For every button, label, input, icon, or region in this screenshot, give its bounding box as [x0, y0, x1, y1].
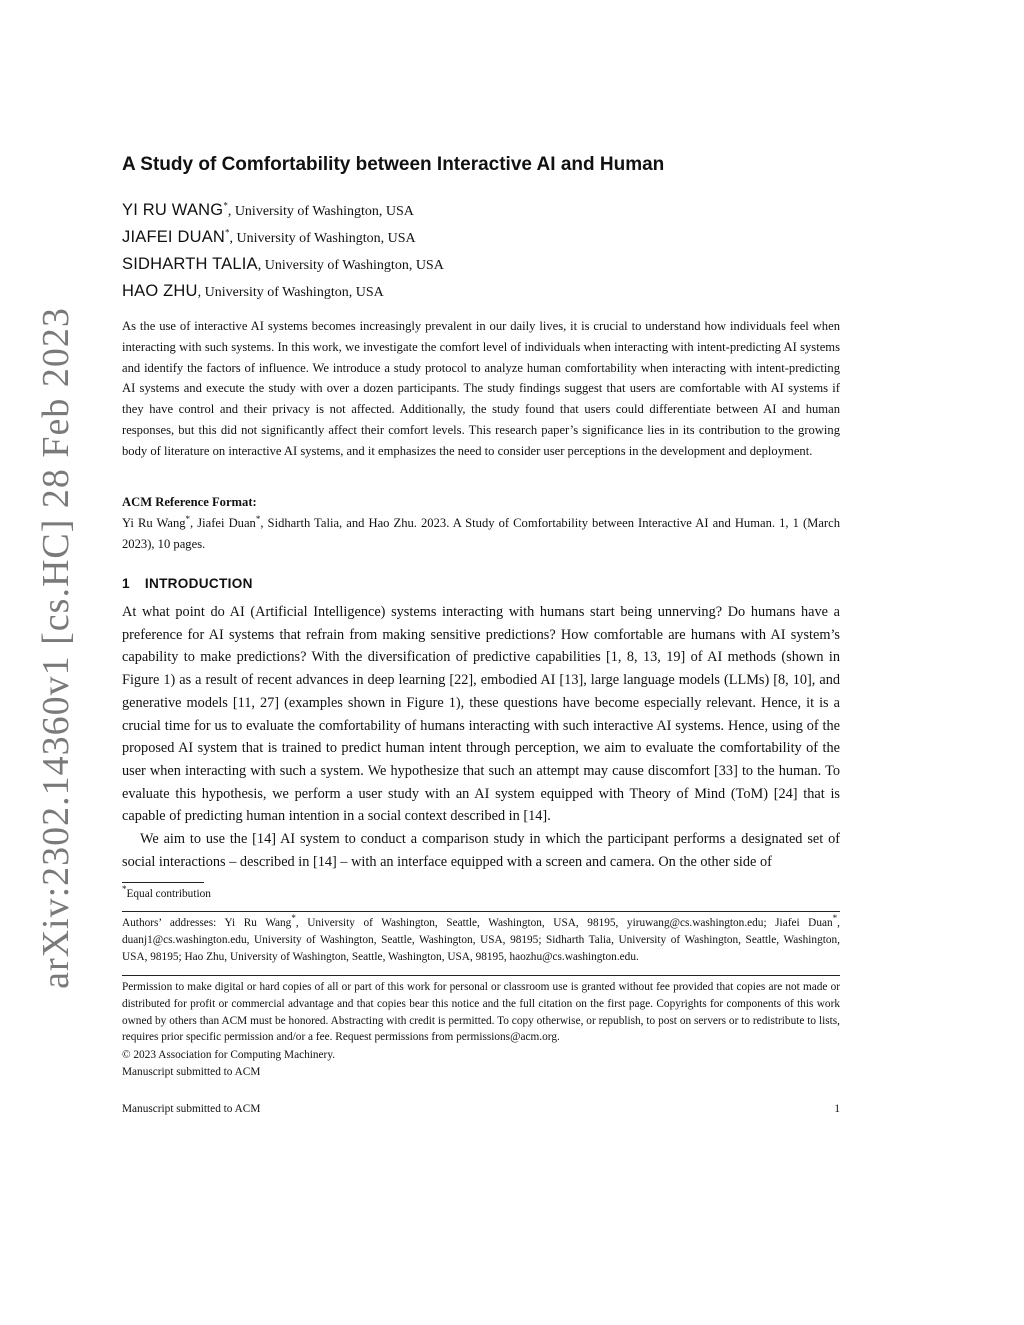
author-name: YI RU WANG — [122, 201, 224, 219]
citation-text: Yi Ru Wang — [122, 516, 186, 530]
permission-rule — [122, 975, 840, 976]
permission-notice: Permission to make digital or hard copies of all or part of this work for personal or classroom use is granted without fee provided that copies are not made or distributed for profit or commercial advantage and that copies bear this notice and the full citation on the first page. Copyrights for components of this work owned by others than ACM must be honored. Abstracting with credit is permitted. To copy otherwise, or republish, to post on servers or to redistribute to lists, requires prior specific permission and/or a fee. Request permissions from permissions@acm.org. — [122, 981, 840, 1044]
abstract: As the use of interactive AI systems becomes increasingly prevalent in our daily lives, it is crucial to understand how individuals feel when interacting with such systems. In this work, we investigate the comfort level of individuals when interacting with intent-predicting AI systems and identify the factors of influence. We introduce a study protocol to analyze human comfortability when interacting with intent-predicting AI systems and execute the study with over a dozen participants. The study findings suggest that users are comfortable with AI systems if they have control and their privacy is not affected. Additionally, the study found that users could differentiate between AI and human responses, but this did not significantly affect their comfort levels. This research paper’s significance lies in its contribution to the growing body of literature on interactive AI systems, and it emphasizes the need to consider user perceptions in the development and deployment. — [122, 319, 840, 458]
address-text: , University of Washington, Seattle, Washington, USA, 98195, yiruwang@cs.washington.edu; Jiafei Duan — [295, 917, 833, 929]
submission-note: Manuscript submitted to ACM — [122, 1066, 261, 1078]
arxiv-identifier: arXiv:2302.14360v1 [cs.HC] 28 Feb 2023 — [35, 307, 77, 989]
citation-text: , Jiafei Duan — [190, 516, 256, 530]
introduction-paragraph: We aim to use the [14] AI system to conduct a comparison study in which the participant performs a designated set of social interactions – described in [14] – with an interface equipped with a screen and camera. On the other side of — [122, 831, 840, 870]
reference-format-citation — [122, 513, 840, 554]
equal-contribution-mark: * — [225, 227, 230, 238]
footnote-rule — [122, 882, 204, 883]
page-number: 1 — [834, 1103, 840, 1115]
author-name: JIAFEI DUAN — [122, 228, 226, 246]
equal-contribution-mark: * — [832, 913, 838, 924]
section-heading-introduction — [122, 575, 253, 593]
author-name: HAO ZHU — [122, 282, 198, 300]
reference-format-heading: ACM Reference Format: — [122, 495, 257, 509]
citation-text: , Sidharth Talia, and Hao Zhu. 2023. A Study of Comfortability between Interactive AI and Human. 1, 1 (March 2023), 10 pages. — [122, 516, 841, 551]
author-entry — [122, 199, 840, 226]
author-affiliation: , University of Washington, USA — [227, 204, 414, 219]
author-addresses — [122, 915, 840, 967]
addresses-rule — [122, 911, 840, 912]
equal-contribution-mark: * — [122, 884, 127, 895]
footnote-text: Equal contribution — [126, 888, 211, 900]
author-entry — [122, 226, 840, 253]
equal-contribution-mark: * — [185, 513, 191, 524]
paper-title: A Study of Comfortability between Interactive AI and Human — [122, 154, 665, 175]
section-title: INTRODUCTION — [144, 576, 253, 591]
introduction-paragraph: At what point do AI (Artificial Intelligence) systems interacting with humans start being unnerving? Do humans have a preference for AI systems that refrain from making sensitive predictions? How comfortable are humans with AI system’s capability to make predictions? With the diversification of predictive capabilities [1, 8, 13, 19] of AI methods (shown in Figure 1) as a result of recent advances in deep learning [22], embodied AI [13], large language models (LLMs) [8, 10], and generative models [11, 27] (examples shown in Figure 1), these questions have become especially relevant. Hence, it is a crucial time for us to evaluate the comfortability of humans interacting with such interactive AI systems. Hence, using of the proposed AI system that is trained to predict human intent through perception, we aim to evaluate the comfortability of the user when interacting with such a system. We hypothesize that such an attempt may cause discomfort [33] to the human. To evaluate this hypothesis, we perform a user study with an AI system equipped with Theory of Mind (ToM) [24] that is capable of predicting human intention in a social context described in [14]. — [122, 604, 840, 825]
introduction-body — [122, 601, 840, 873]
equal-contribution-mark: * — [223, 200, 228, 211]
author-name: SIDHARTH TALIA — [122, 255, 258, 273]
footnote-equal-contribution — [122, 886, 211, 902]
author-affiliation: , University of Washington, USA — [229, 231, 416, 246]
author-affiliation: , University of Washington, USA — [257, 258, 444, 273]
section-number: 1 — [122, 576, 130, 591]
equal-contribution-mark: * — [255, 513, 261, 524]
author-affiliation: , University of Washington, USA — [197, 285, 384, 300]
copyright-notice: © 2023 Association for Computing Machinery. — [122, 1049, 336, 1061]
equal-contribution-mark: * — [291, 913, 296, 924]
page-footer-venue: Manuscript submitted to ACM — [122, 1103, 261, 1115]
author-entry — [122, 280, 840, 307]
address-text: Authors’ addresses: Yi Ru Wang — [122, 917, 292, 929]
address-text: , duanj1@cs.washington.edu, University of Washington, Seattle, Washington, USA, 98195; Sidharth Talia, University of Washington, Seattle, Washington, USA, 98195; Hao Zhu, University of Washington, Seattle, Washington, USA, 98195, haozhu@cs.washington.edu. — [122, 917, 840, 964]
author-entry — [122, 253, 840, 280]
author-list — [122, 199, 840, 307]
